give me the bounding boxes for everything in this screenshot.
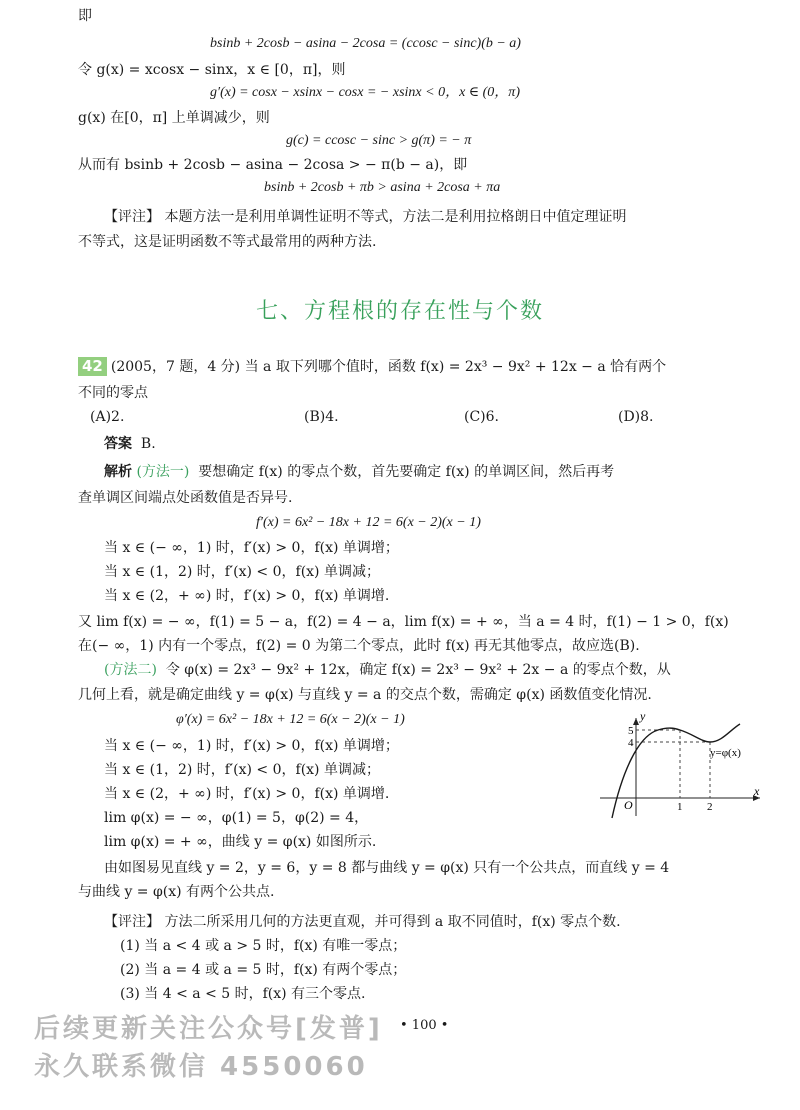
answer-label: 答案 [104, 436, 132, 452]
watermark-line-1: 后续更新关注公众号[发普] [34, 1014, 383, 1044]
analysis-label: 解析 [104, 464, 132, 480]
analysis-text: 要想确定 f(x) 的零点个数，首先要确定 f(x) 的单调区间，然后再考 [198, 464, 615, 480]
section-title: 七、方程根的存在性与个数 [255, 299, 544, 324]
option-d: (D)8. [618, 409, 654, 425]
text-line: 不等式，这是证明函数不等式最常用的两种方法. [78, 234, 377, 250]
list-item: (1) 当 a < 4 或 a > 5 时，f(x) 有唯一零点； [120, 938, 407, 954]
option-a: (A)2. [90, 409, 125, 425]
text-line: 当 x ∈ (2，+ ∞) 时，f′(x) > 0，f(x) 单调增. [104, 588, 390, 604]
method1-label: (方法一) [136, 464, 190, 480]
answer-value: B. [140, 436, 156, 452]
text-line: 查单调区间端点处函数值是否异号. [78, 490, 293, 506]
equation: f′(x) = 6x² − 18x + 12 = 6(x − 2)(x − 1) [256, 515, 481, 530]
page-number: • 100 • [400, 1018, 449, 1033]
question-text: (2005，7 题，4 分) 当 a 取下列哪个值时，函数 f(x) = 2x³ − 9x² + 12x − a 恰有两个 [110, 359, 667, 375]
x-axis-label: x [754, 784, 760, 798]
text-line: lim φ(x) = − ∞，φ(1) = 5，φ(2) = 4， [104, 810, 369, 826]
option-c: (C)6. [464, 409, 499, 425]
function-graph [598, 712, 768, 822]
text-line: 几何上看，就是确定曲线 y = φ(x) 与直线 y = a 的交点个数，需确定 φ(x) 函数值变化情况. [78, 687, 652, 703]
question-number-badge: 42 [78, 357, 107, 376]
y-tick-label: 4 [628, 737, 634, 749]
equation: φ′(x) = 6x² − 18x + 12 = 6(x − 2)(x − 1) [176, 712, 405, 727]
text-line: 当 x ∈ (− ∞，1) 时，f′(x) > 0，f(x) 单调增； [104, 540, 399, 556]
x-tick-label: 1 [677, 801, 683, 813]
list-item: (2) 当 a = 4 或 a = 5 时，f(x) 有两个零点； [120, 962, 407, 978]
x-tick-label: 2 [707, 801, 713, 813]
text-line: 不同的零点 [78, 385, 148, 401]
text-line: 在(− ∞，1) 内有一个零点，f(2) = 0 为第二个零点，此时 f(x) 再无其他零点，故应选(B). [78, 638, 640, 654]
text-line: 当 x ∈ (2，+ ∞) 时，f′(x) > 0，f(x) 单调增. [104, 786, 390, 802]
method2-text: 令 φ(x) = 2x³ − 9x² + 12x，确定 f(x) = 2x³ − 9x² + 2x − a 的零点个数，从 [165, 662, 671, 678]
text-line: 即 [78, 8, 92, 24]
origin-label: O [624, 798, 633, 812]
answer-line [104, 434, 156, 454]
text-line: g(x) 在[0，π] 上单调减少，则 [78, 110, 270, 126]
y-tick-label: 5 [628, 725, 634, 737]
equation: g(c) = ccosc − sinc > g(π) = − π [286, 133, 472, 148]
option-b: (B)4. [304, 409, 339, 425]
method2-label: (方法二) [104, 662, 157, 678]
equation: bsinb + 2cosb + πb > asina + 2cosa + πa [264, 180, 501, 195]
equation: g′(x) = cosx − xsinx − cosx = − xsinx < 0，x ∈ (0，π) [210, 85, 520, 100]
y-axis-label: y [640, 712, 646, 723]
text-line: 又 lim f(x) = − ∞，f(1) = 5 − a，f(2) = 4 − a，lim f(x) = + ∞，当 a = 4 时，f(1) − 1 > 0，f(x) [78, 614, 729, 630]
curve-label: y=φ(x) [710, 747, 741, 759]
watermark-line-2: 永久联系微信 4550060 [34, 1052, 368, 1082]
remark: 【评注】 本题方法一是利用单调性证明不等式，方法二是利用拉格朗日中值定理证明 [104, 209, 627, 225]
text-line: 当 x ∈ (1，2) 时，f′(x) < 0，f(x) 单调减； [104, 564, 380, 580]
text-line: 当 x ∈ (− ∞，1) 时，f′(x) > 0，f(x) 单调增； [104, 738, 399, 754]
text-line: 从而有 bsinb + 2cosb − asina − 2cosa > − π(b − a)，即 [78, 157, 468, 173]
list-item: (3) 当 4 < a < 5 时，f(x) 有三个零点. [120, 986, 366, 1002]
text-line: 令 g(x) = xcosx − sinx，x ∈ [0，π]，则 [78, 62, 346, 78]
text-line: 与曲线 y = φ(x) 有两个公共点. [78, 884, 275, 900]
analysis-line [104, 462, 614, 482]
text-line: 由如图易见直线 y = 2，y = 6，y = 8 都与曲线 y = φ(x) 只有一个公共点，而直线 y = 4 [104, 860, 670, 876]
question-line [78, 357, 666, 377]
remark: 【评注】 方法二所采用几何的方法更直观，并可得到 a 取不同值时，f(x) 零点个数. [104, 914, 621, 930]
method2-line [104, 660, 671, 680]
equation: bsinb + 2cosb − asina − 2cosa = (ccosc − sinc)(b − a) [210, 36, 521, 51]
text-line: 当 x ∈ (1，2) 时，f′(x) < 0，f(x) 单调减； [104, 762, 380, 778]
y-axis-arrow [633, 718, 639, 725]
text-line: lim φ(x) = + ∞，曲线 y = φ(x) 如图所示. [104, 834, 377, 850]
